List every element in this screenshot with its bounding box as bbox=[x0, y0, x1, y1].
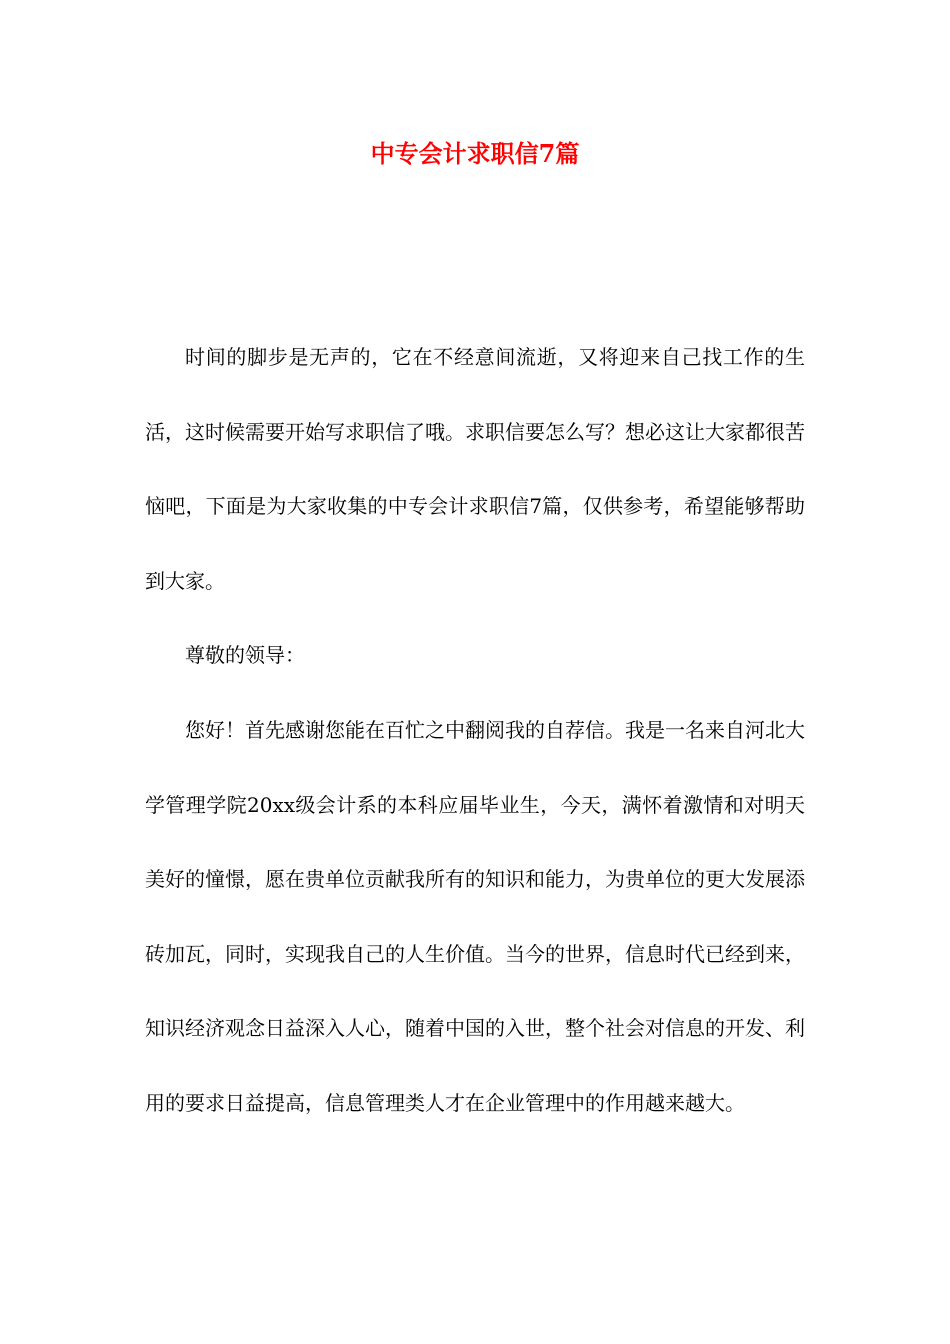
paragraph-intro: 时间的脚步是无声的，它在不经意间流逝，又将迎来自己找工作的生活，这时候需要开始写求职信了哦。求职信要怎么写？想必这让大家都很苦恼吧，下面是为大家收集的中专会计求职信7篇，仅供参考，希望能够帮助到大家。 bbox=[145, 345, 805, 593]
document-title: 中专会计求职信7篇 bbox=[370, 139, 580, 168]
paragraph-salutation: 尊敬的领导： bbox=[185, 643, 305, 668]
document-body bbox=[145, 320, 805, 1141]
paragraph-letter-body: 您好！首先感谢您能在百忙之中翻阅我的自荐信。我是一名来自河北大学管理学院20xx级会计系的本科应届毕业生，今天，满怀着激情和对明天美好的憧憬，愿在贵单位贡献我所有的知识和能力，为贵单位的更大发展添砖加瓦，同时，实现我自己的人生价值。当今的世界，信息时代已经到来，知识经济观念日益深入人心，随着中国的入世，整个社会对信息的开发、利用的要求日益提高，信息管理类人才在企业管理中的作用越来越大。 bbox=[145, 717, 805, 1115]
